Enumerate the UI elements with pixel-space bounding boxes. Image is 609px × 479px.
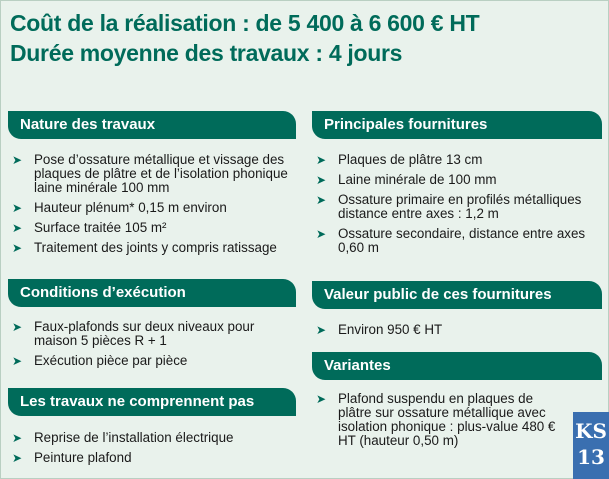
arrow-bullet-icon: ➤ (316, 227, 327, 241)
list-item: ➤ Laine minérale de 100 mm (316, 172, 497, 187)
list-item: ➤ Peinture plafond (12, 450, 132, 465)
arrow-bullet-icon: ➤ (12, 241, 23, 255)
arrow-bullet-icon: ➤ (316, 153, 327, 167)
item-list (8, 153, 296, 255)
arrow-bullet-icon: ➤ (316, 392, 327, 406)
list-item: ➤ Hauteur plénum* 0,15 m environ (12, 200, 227, 215)
arrow-bullet-icon: ➤ (12, 201, 23, 215)
section-exclusions (8, 388, 296, 471)
section-valeur-fournitures (312, 281, 602, 343)
arrow-bullet-icon: ➤ (12, 320, 23, 334)
cost-title: Coût de la réalisation : de 5 400 à 6 600 € HT (10, 10, 480, 36)
list-item: ➤ Traitement des joints y compris ratissage (12, 240, 277, 255)
section-nature-travaux (8, 111, 296, 261)
list-item: ➤ Pose d’ossature métallique et vissage des plaques de plâtre et de l’isolation phonique laine minérale 100 mm (12, 152, 288, 195)
list-item: ➤ Environ 950 € HT (316, 322, 443, 337)
section-header: Principales fournitures (312, 111, 602, 139)
item-list (8, 431, 296, 465)
arrow-bullet-icon: ➤ (316, 323, 327, 337)
arrow-bullet-icon: ➤ (12, 451, 23, 465)
list-item: ➤ Plafond suspendu en plaques de plâtre sur ossature métallique avec isolation phonique : plus-value 480 € HT (hauteur 0,50 m) (316, 391, 556, 448)
list-item: ➤ Faux-plafonds sur deux niveaux pour maison 5 pièces R + 1 (12, 319, 255, 348)
list-item: ➤ Plaques de plâtre 13 cm (316, 152, 483, 167)
ks13-watermark: KS 13 (573, 412, 609, 479)
arrow-bullet-icon: ➤ (12, 431, 23, 445)
section-header: Variantes (312, 352, 602, 380)
item-list (312, 323, 602, 337)
duration-title: Durée moyenne des travaux : 4 jours (10, 40, 403, 66)
list-item: ➤ Ossature primaire en profilés métalliques distance entre axes : 1,2 m (316, 192, 582, 221)
section-header: Les travaux ne comprennent pas (8, 388, 296, 416)
arrow-bullet-icon: ➤ (12, 354, 23, 368)
section-header: Nature des travaux (8, 111, 296, 139)
item-list (8, 320, 296, 368)
arrow-bullet-icon: ➤ (12, 221, 23, 235)
arrow-bullet-icon: ➤ (12, 153, 23, 167)
list-item: ➤ Surface traitée 105 m² (12, 220, 167, 235)
list-item: ➤ Ossature secondaire, distance entre axes 0,60 m (316, 226, 586, 255)
section-principales-fournitures (312, 111, 602, 261)
arrow-bullet-icon: ➤ (316, 173, 327, 187)
item-list (312, 392, 602, 448)
list-item: ➤ Exécution pièce par pièce (12, 353, 188, 368)
section-variantes (312, 352, 602, 454)
arrow-bullet-icon: ➤ (316, 193, 327, 207)
list-item: ➤ Reprise de l’installation électrique (12, 430, 234, 445)
section-header: Conditions d’exécution (8, 279, 296, 307)
section-header: Valeur public de ces fournitures (312, 281, 602, 309)
item-list (312, 153, 602, 255)
section-conditions-execution (8, 279, 296, 374)
